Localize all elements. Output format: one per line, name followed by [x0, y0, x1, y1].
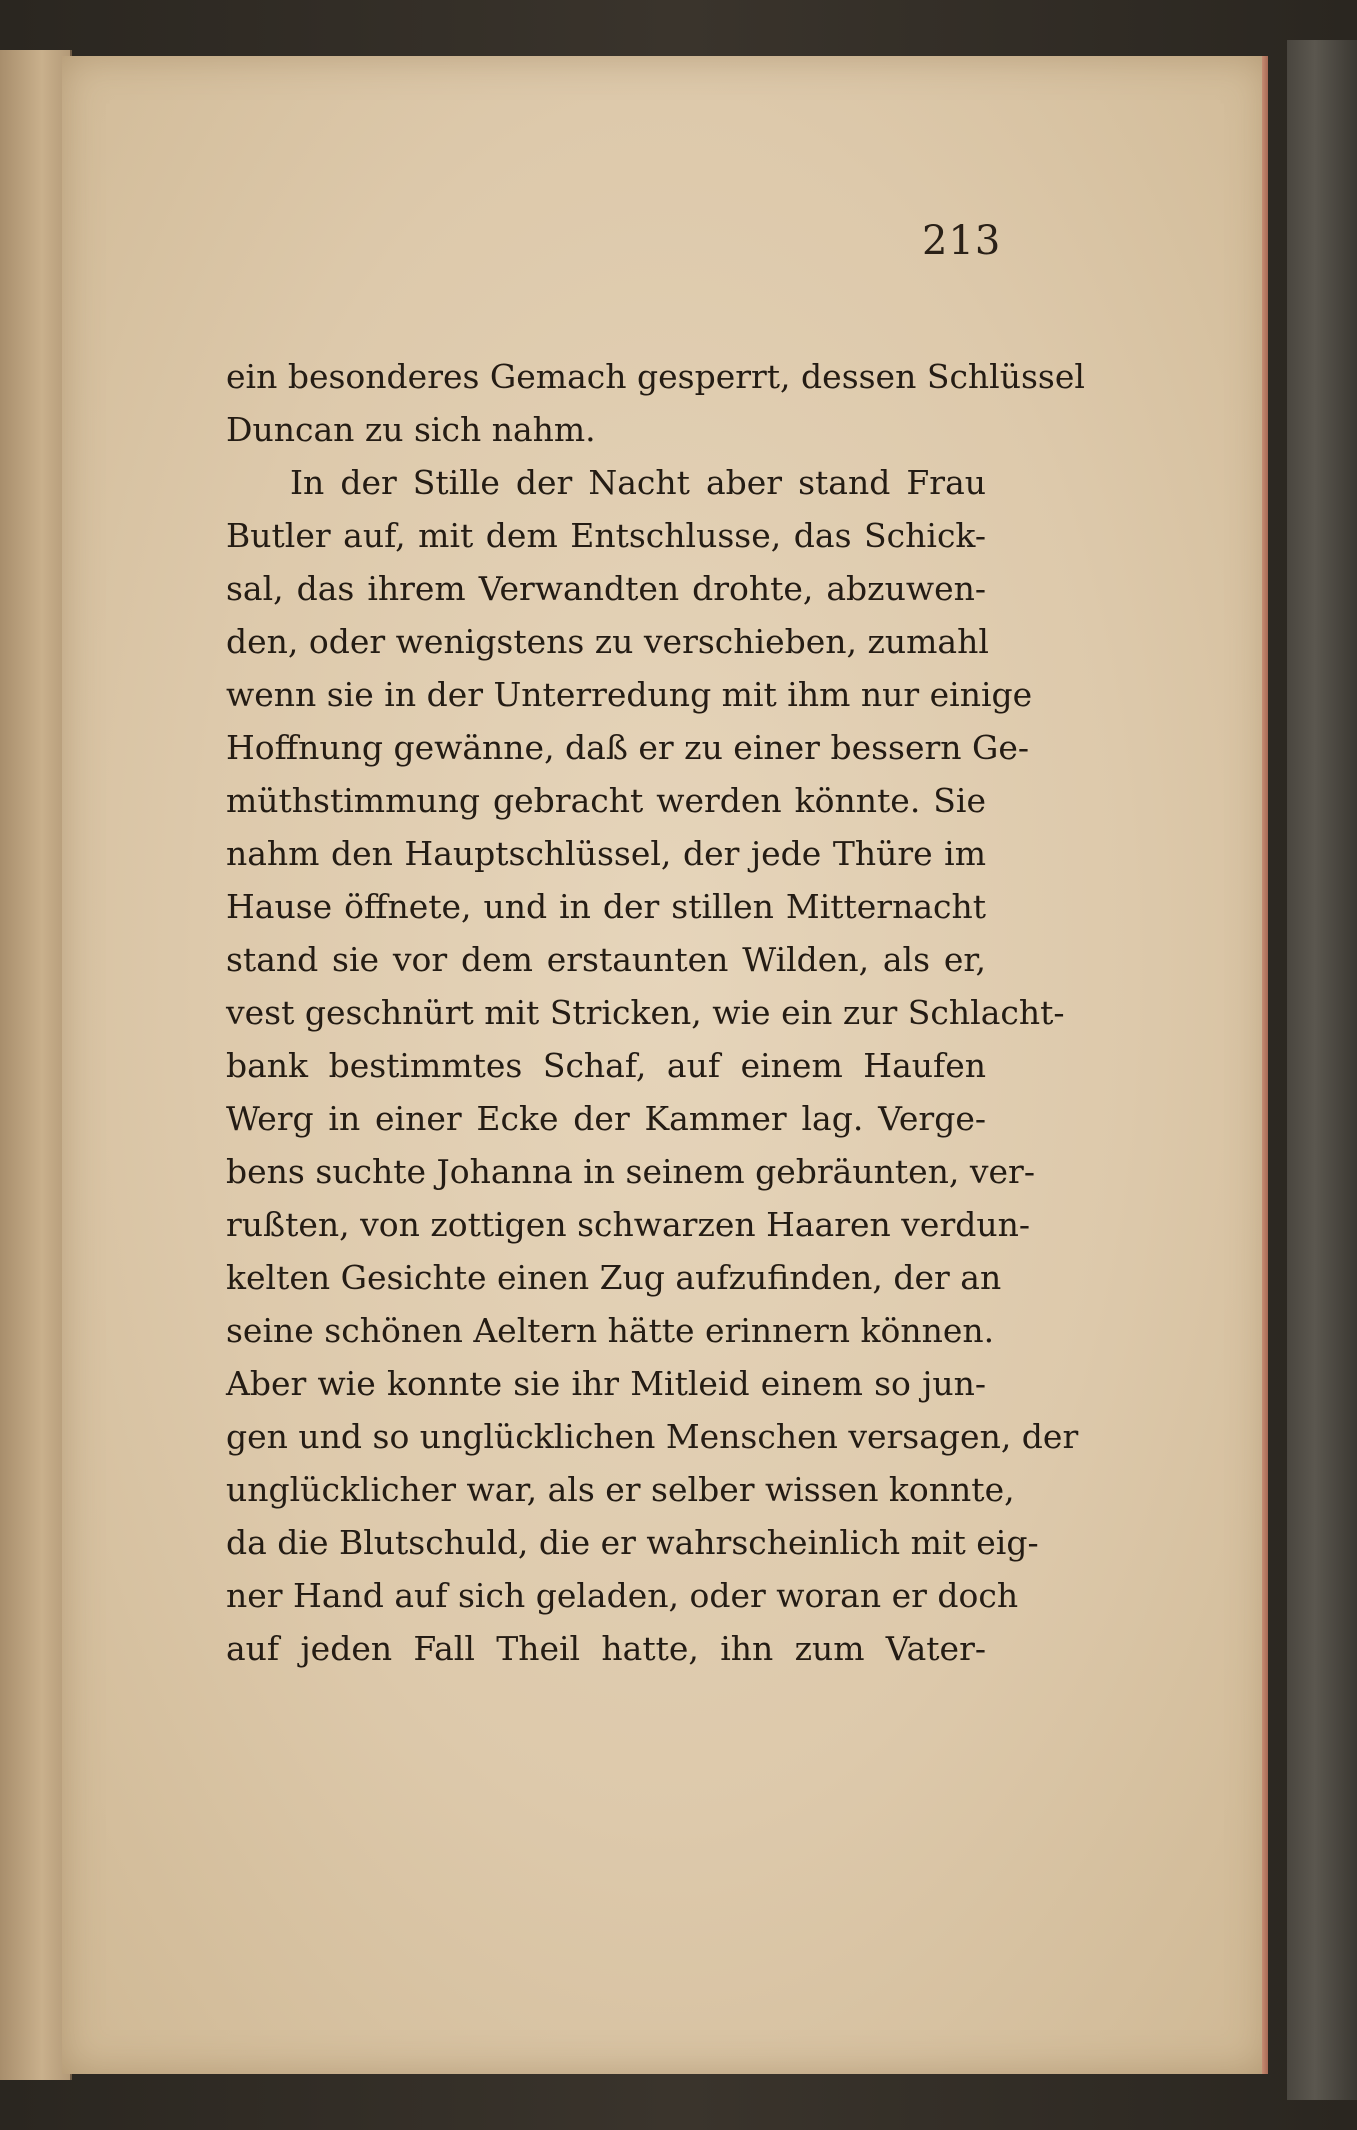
text-line: unglücklicher war, als er selber wissen konnte, [226, 1470, 1015, 1509]
text-line: Werg in einer Ecke der Kammer lag. Verge- [226, 1099, 986, 1138]
text-line: vest geschnürt mit Stricken, wie ein zur Schlacht- [226, 993, 1065, 1032]
text-line: stand sie vor dem erstaunten Wilden, als er, [226, 940, 986, 979]
text-line: müthstimmung gebracht werden könnte. Sie [226, 781, 986, 820]
text-line: rußten, von zottigen schwarzen Haaren verdun- [226, 1205, 1031, 1244]
text-line: Hoffnung gewänne, daß er zu einer bessern Ge- [226, 728, 1030, 767]
text-line: gen und so unglücklichen Menschen versagen, der [226, 1417, 1079, 1456]
text-line: den, oder wenigstens zu verschieben, zumahl [226, 622, 989, 661]
body-text [226, 350, 1085, 1675]
page-number: 213 [922, 218, 1002, 264]
text-line: wenn sie in der Unterredung mit ihm nur einige [226, 675, 1033, 714]
text-line: ner Hand auf sich geladen, oder woran er doch [226, 1576, 1019, 1615]
text-line: da die Blutschuld, die er wahrscheinlich mit eig- [226, 1523, 1039, 1562]
text-line: Aber wie konnte sie ihr Mitleid einem so jun- [226, 1364, 986, 1403]
text-line: kelten Gesichte einen Zug aufzufinden, der an [226, 1258, 1002, 1297]
text-line: In der Stille der Nacht aber stand Frau [290, 463, 986, 502]
text-line: seine schönen Aeltern hätte erinnern können. [226, 1311, 995, 1350]
text-line: ein besonderes Gemach gesperrt, dessen Schlüssel [226, 357, 1085, 396]
text-line: Duncan zu sich nahm. [226, 410, 596, 449]
book-cover-edge [1287, 40, 1357, 2100]
text-line: auf jeden Fall Theil hatte, ihn zum Vater- [226, 1629, 986, 1668]
text-line: nahm den Hauptschlüssel, der jede Thüre im [226, 834, 986, 873]
page-edge-stain [1262, 56, 1268, 2074]
text-line: Hause öffnete, und in der stillen Mitternacht [226, 887, 986, 926]
text-line: Butler auf, mit dem Entschlusse, das Schick- [226, 516, 986, 555]
text-line: sal, das ihrem Verwandten drohte, abzuwen- [226, 569, 986, 608]
text-line: bank bestimmtes Schaf, auf einem Haufen [226, 1046, 986, 1085]
text-line: bens suchte Johanna in seinem gebräunten, ver- [226, 1152, 1035, 1191]
